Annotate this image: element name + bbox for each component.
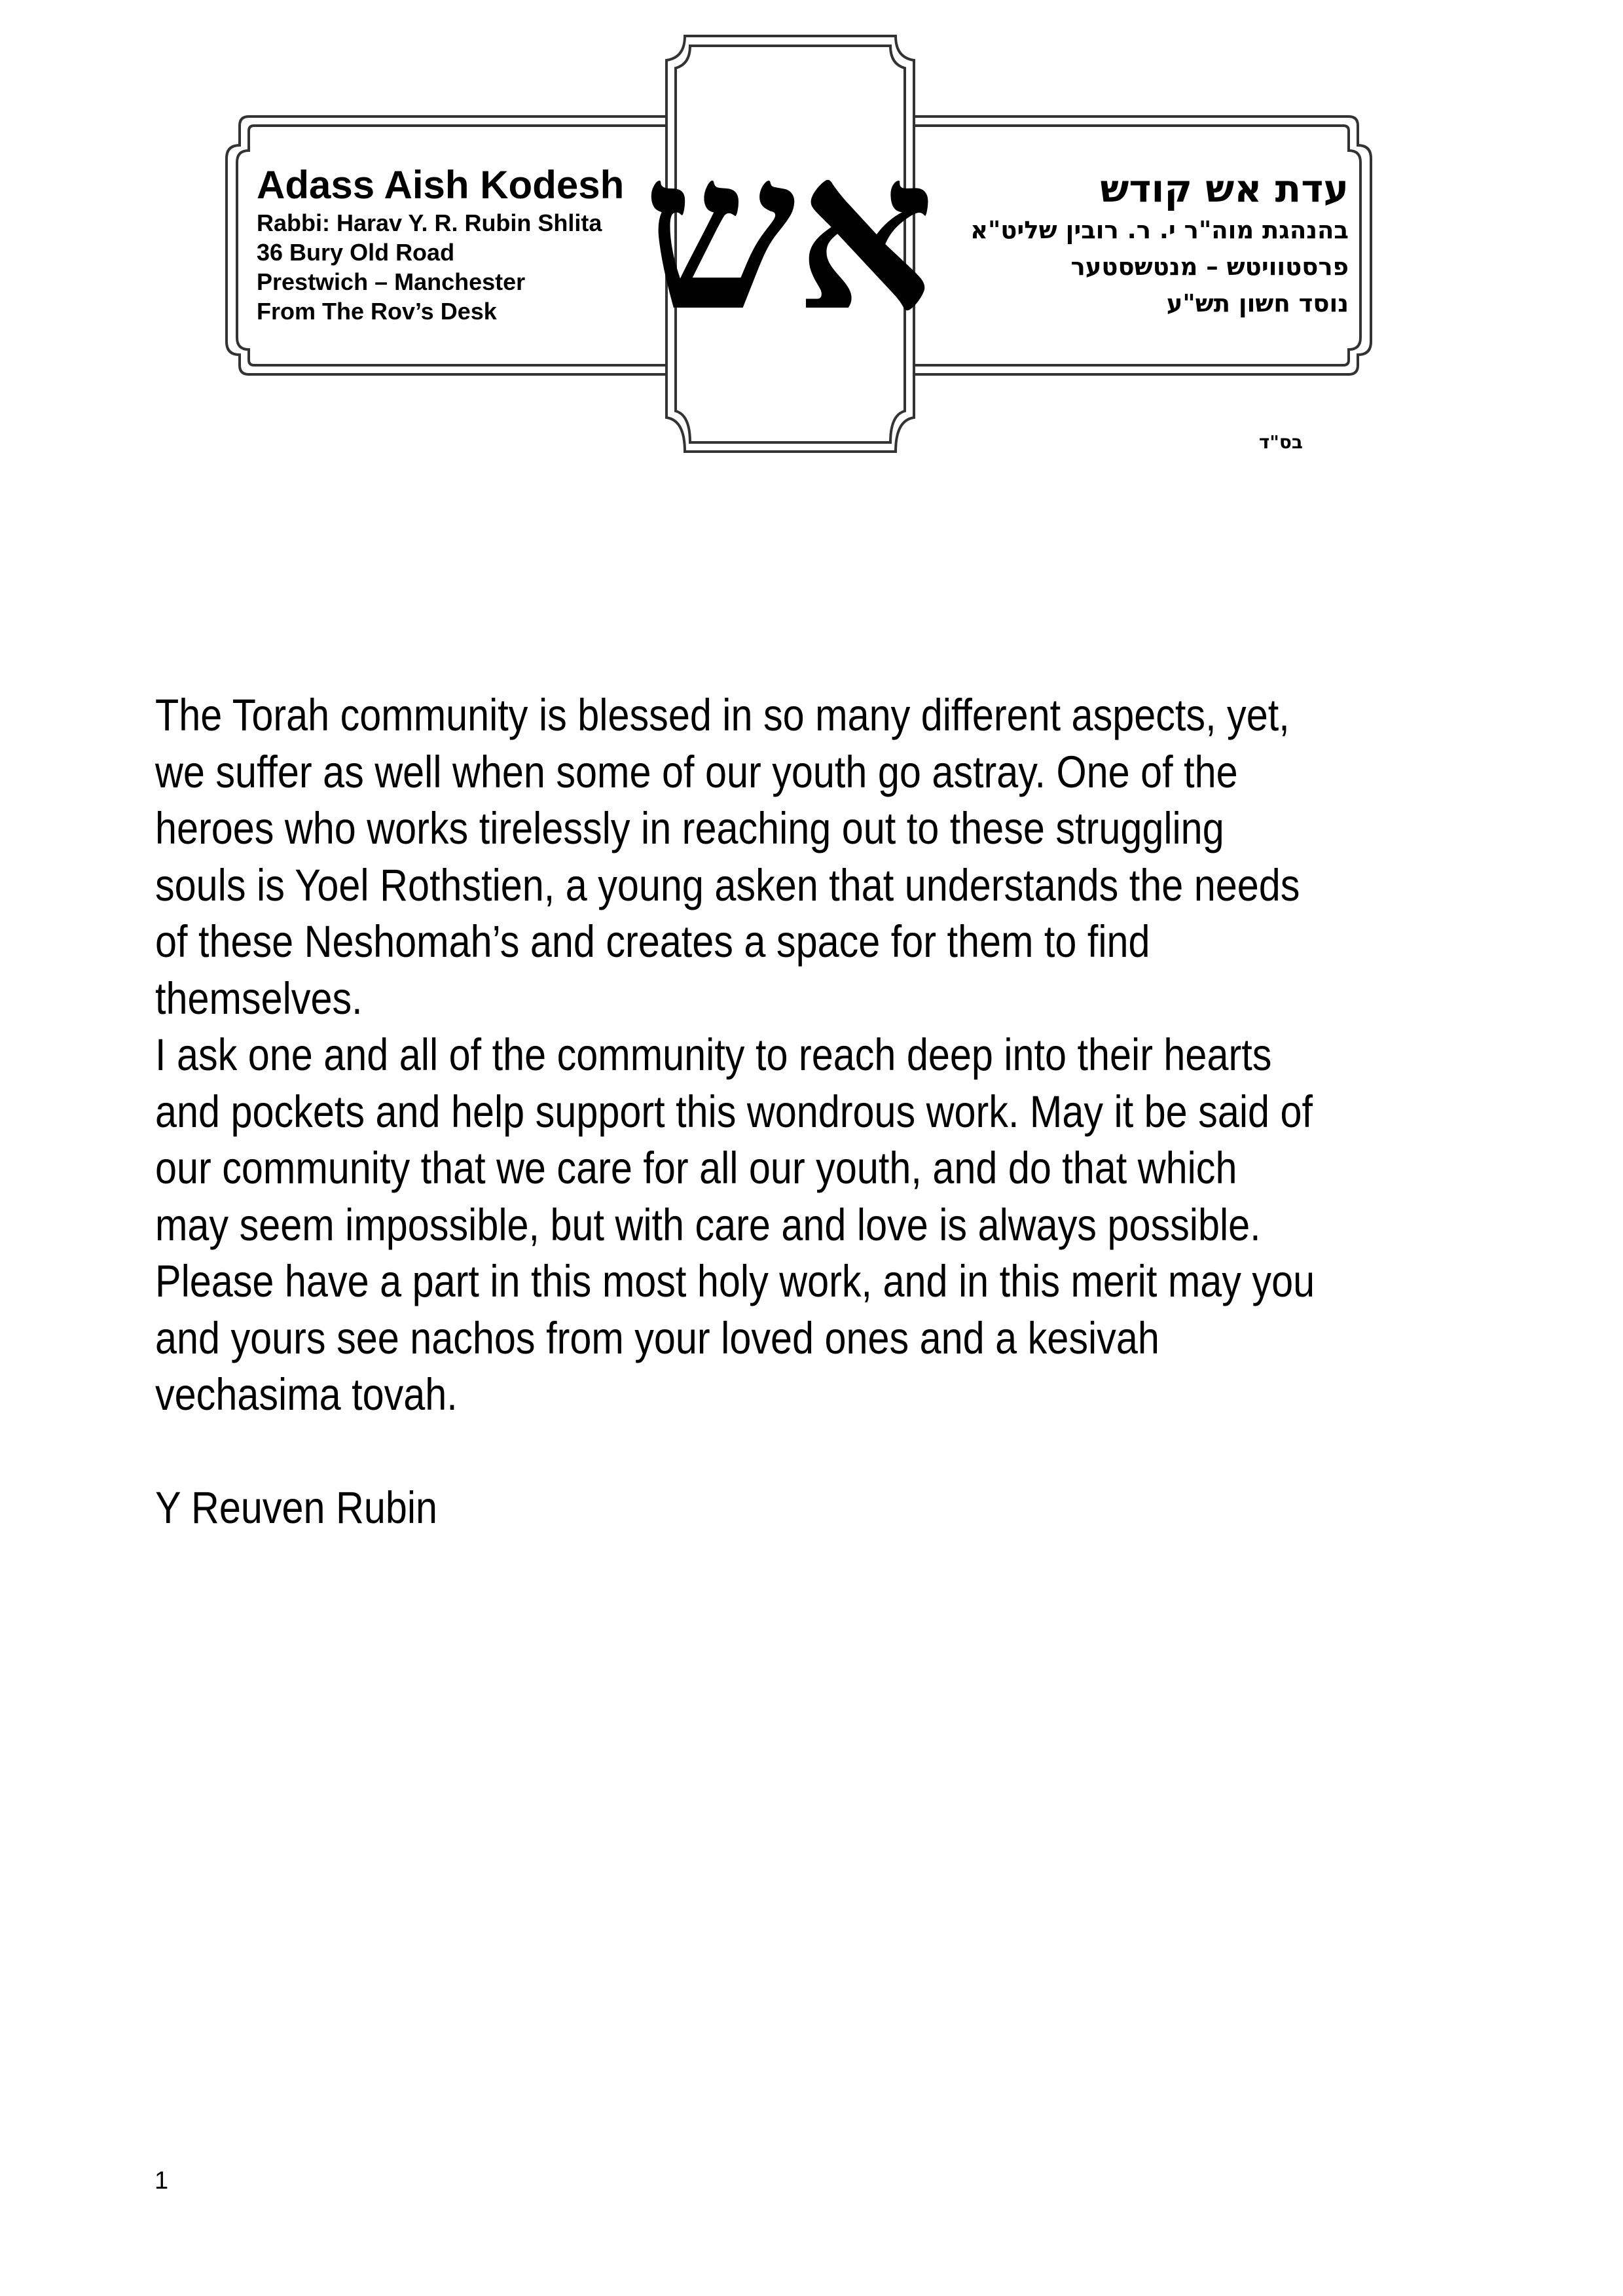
letterhead-hebrew — [910, 165, 1349, 322]
organization-name: Adass Aish Kodesh — [257, 163, 625, 207]
page-number: 1 — [155, 2167, 169, 2195]
letter-paragraph-2: I ask one and all of the community to reach deep into their hearts and pockets and help support this wondrous work. May it be said of our community that we care for all our youth, and do that which may seem impossible, but with care and love is always possible. Please have a part in this most holy work, and in this merit may you and yours see nachos from your loved ones and a kesivah vechasima tovah. — [155, 1030, 1315, 1420]
address-city: Prestwich – Manchester — [257, 268, 526, 295]
rabbi-line: Rabbi: Harav Y. R. Rubin Shlita — [257, 209, 602, 236]
letterhead-english — [257, 162, 663, 326]
location-hebrew: פרסטוויטש – מנטשסטער — [1070, 253, 1349, 281]
letter-body — [155, 687, 1315, 1537]
emblem-icon: אש — [643, 105, 935, 359]
bsd-marking: בס"ד — [1258, 431, 1303, 453]
letter-paragraph-1: The Torah community is blessed in so many different aspects, yet, we suffer as well when some of our youth go astray. One of the heroes who works tirelessly in reaching out to these struggling souls is Yoel Rothstien, a young asken that understands the needs of these Neshomah’s and creates a space for them to find themselves. — [155, 690, 1300, 1024]
address-street: 36 Bury Old Road — [257, 239, 455, 266]
letterhead-frame — [0, 0, 1623, 471]
leadership-hebrew: בהנהגת מוה"ר י. ר. רובין שליט"א — [970, 216, 1349, 244]
desk-line: From The Rov’s Desk — [257, 298, 497, 325]
signature: Y Reuven Rubin — [155, 1482, 438, 1533]
organization-name-hebrew: עדת אש קודש — [1100, 166, 1349, 211]
founded-hebrew: נוסד חשון תש"ע — [1166, 289, 1349, 317]
